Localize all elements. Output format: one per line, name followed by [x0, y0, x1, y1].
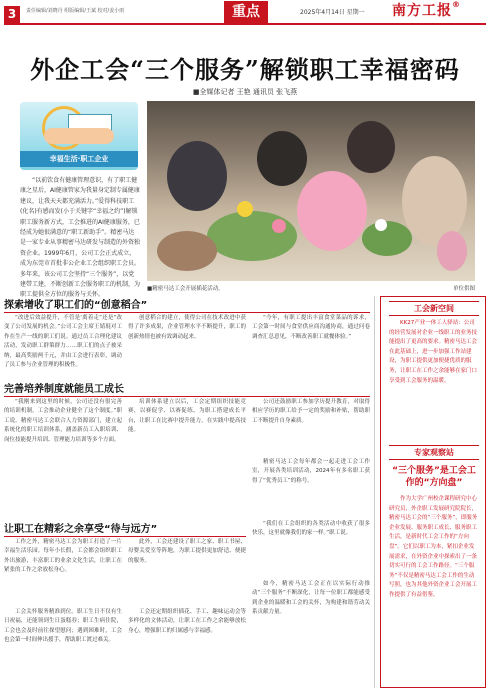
article-byline: ■全媒体记者 王艳 通讯员 张飞燕 — [192, 88, 298, 96]
newspaper-logo — [392, 0, 461, 20]
sidebar-news-heading: 工会新空间 — [389, 301, 479, 316]
sidebar-commentary-text: 作为大学广州校企课程研究中心研究员，外企职工发展研究院院长，精密马达工会的“三个服务”，即服务企业发展、服务职工成长、服务职工生活，是新时代工会工作的“方向盘”。它们以职工为本，紧扣企业发展需求，在外资企业中探索出了一条切实可行的工会工作路径。“三个服务”不仅是精密马达工会工作的生动写照，也为其他外资企业工会开展工作提供了有益借鉴。 — [389, 496, 478, 598]
header-rule — [4, 23, 486, 25]
editor-credits: 责任编辑/刘晓丹 组版编辑/王斌 校对/姜小雨 — [26, 8, 125, 14]
page-number: 3 — [4, 6, 20, 23]
section-3-paragraph: 此外，工会还建设了职工之家、职工书屋、母婴关爱室等阵地，为职工提供更加舒适、便捷的服务。 — [128, 539, 246, 564]
sidebar-box — [380, 296, 486, 688]
photo-caption-row — [147, 284, 475, 292]
newspaper-name: 南方工报 — [392, 3, 452, 19]
column-badge — [20, 102, 138, 170]
section-3-paragraph: 工会关怀服务精准到位。职工生日不仅有生日祝福，还能领到生日蛋糕券；职工生病住院，工会也会及时前往探望慰问；遇到困难时，工会也会第一时间伸出援手，帮助职工渡过难关。 — [4, 609, 122, 644]
sidebar-commentary-heading: 专家观察站 — [389, 445, 479, 460]
section-3-paragraph: 如今，精密马达工会正在以实际行动推动“三个服务”不断深化，让每一位职工都能感受到企业的温暖和工会的关怀，为构建和谐劳动关系贡献力量。 — [252, 581, 370, 616]
photo-caption: ■精密马达工会开展插花活动。 — [147, 286, 224, 292]
article-title: 外企工会“三个服务”解锁职工幸福密码 — [30, 55, 460, 84]
section-3-paragraph: “我们在工会组织的各类活动中收获了很多快乐，这里就像我们的家一样。”职工说。 — [252, 521, 370, 537]
section-2-paragraph: 培训体系建立以后，工会定期组织技能竞赛，以赛促学、以赛促练，为职工搭建成长平台，让职工在比赛中提升能力，在实践中提高技能。 — [128, 399, 246, 434]
section-2-paragraph: 公司还鼓励职工参加学历提升教育，对取得相应学历的职工给予一定的奖励和补贴，帮助职工不断提升自身素质。 — [252, 399, 370, 424]
badge-hands-graphic — [44, 128, 114, 144]
section-heading-2: 完善培养制度就能员工成长 — [4, 380, 370, 397]
section-3-paragraph: 工会还定期组织插花、手工、趣味运动会等多样化的文体活动，让职工在工作之余能够放松身心，增强职工的归属感与幸福感。 — [128, 609, 246, 634]
section-heading-1: 探索增收了职工们的“创意稻合” — [4, 296, 370, 313]
sidebar-news-text: KK27产业一体工人驿站：公司的经营发展对企业一线职工的业务技能提出了更高的要求。精密马达工会在此基础上，进一步加强工作站建设，为职工提供更加便捷优质的服务，让职工在工作之余能够在家门口享受到工会服务的温暖。 — [389, 320, 478, 384]
badge-label: 幸福生活·职工企业 — [20, 151, 138, 167]
section-heading-3: 让职工在精彩之余享受“待与远方” — [4, 520, 246, 537]
registered-mark: ® — [452, 0, 461, 9]
article-photo — [147, 101, 475, 281]
section-2-paragraph: 精密马达工会每年都会一起走进工会工作室，开展各类培训活动，2024年有多名职工获得了“优秀员工”的称号。 — [252, 459, 370, 484]
section-1-paragraph: 创意稻合的建立，使得公司在技术改进中获得了许多成果，企业管理水平不断提升，职工的创新热情也被有效调动起来。 — [128, 315, 246, 340]
sidebar-commentary-title: “三个服务”是工会工作的“方向盘” — [392, 466, 476, 488]
section-label: 重点 — [224, 1, 268, 23]
photo-credit: 单位供图 — [452, 286, 475, 292]
page-header — [0, 0, 490, 46]
article-lead: “以前饮食有健康管理意识，有了职工健康之星后，AI健康管家为我量身定制专属健康建议，让我天天都充满活力。”爱得科技职工(化名)有感而发(小于关键字“幸福之约”)解锁职工服务新方式，工会推进的AI健康服务，已经成为她很满意的“职工新助手”。精密马达是一家专业从事精密马达研发与制造的外资独资企业。1999年6月，公司工会正式成立，成为东莞市首批非公企业工会组织职工会员。多年来，该公司工会坚持“三个服务”，以党建带工建，不断创新工会服务职工的机制，为职工提供全方位的服务与关怀。 — [20, 177, 141, 299]
section-1-paragraph: “今年，有职工提出丰富食堂菜品的诉求，工会第一时间与食堂供应商沟通协商，通过问卷调查汇总意见，不断改善职工就餐体验。” — [252, 315, 370, 340]
section-3-paragraph: 工作之外，精密马达工会为职工打造了一片幸福生活乐园。每年小长假，工会都会组织职工外出旅游，丰富职工的业余文化生活，让职工在紧张的工作之余放松身心。 — [4, 539, 122, 574]
section-2-paragraph: “我刚来到这里的时候，公司还没有很完善的培训机制，工会推动企业健全了这个制度。”职工说。精密马达工会联合人力资源部门，建立起系统化的职工培训体系，涵盖新员工入职培训、岗位技能提升培训、管理能力培训等多个方面。 — [4, 399, 122, 443]
section-1-paragraph: “改进后效益提升，不管是‘离着走”还是“改变了公司发展的机会。”公司工会主席王婧琨对工作在生产一线的职工们说。通过员工合理化建议活动，发动职工群策群力……职工们的点子被采纳，最高奖励两千元，并由工会进行表彰，调动了员工参与企业管理的积极性。 — [4, 315, 122, 369]
issue-date: 2025年4月14日 星期一 — [300, 9, 365, 16]
